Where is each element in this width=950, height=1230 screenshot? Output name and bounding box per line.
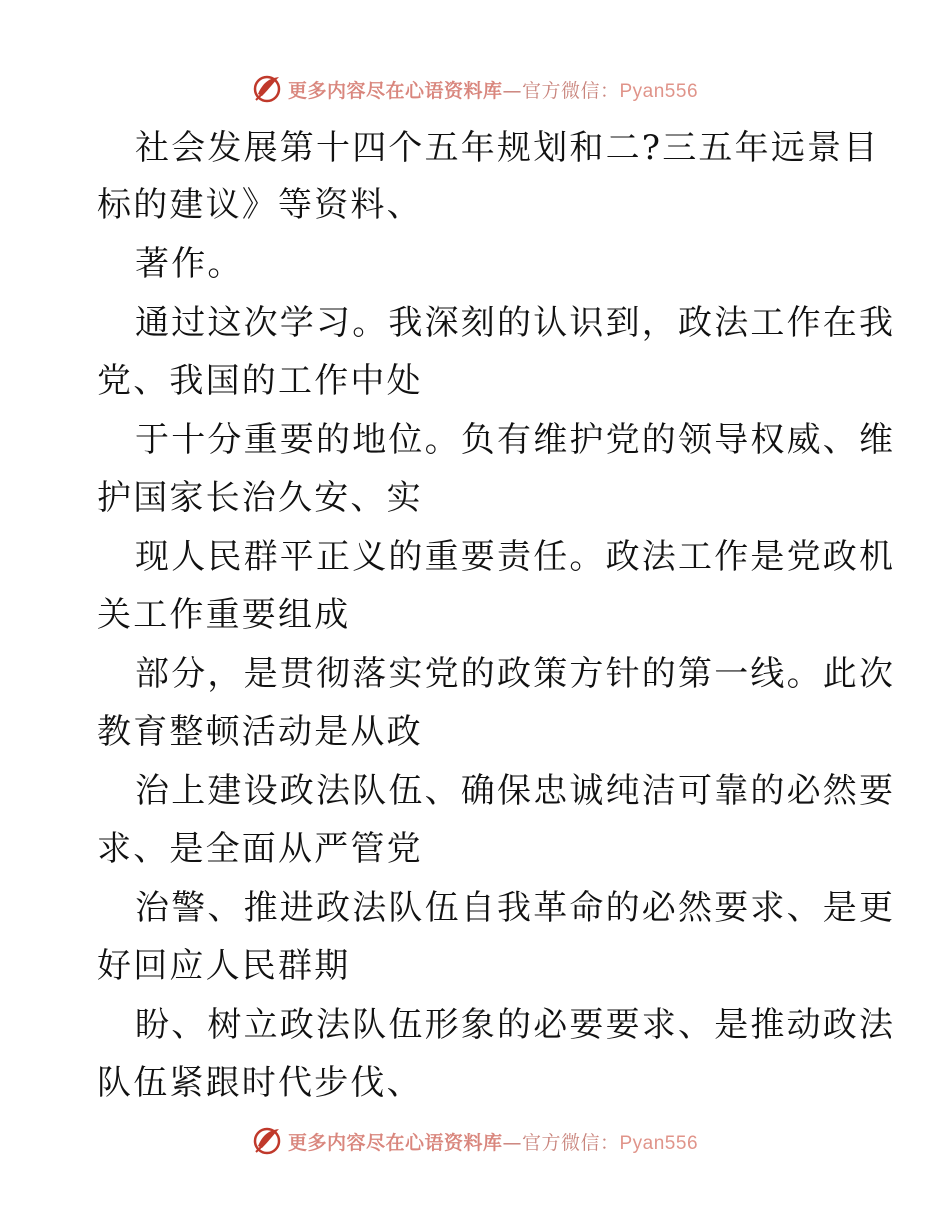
watermark-wechat-id: Pyan556	[619, 80, 699, 102]
paragraph-line: 教育整顿活动是从政	[97, 712, 423, 752]
quill-logo-icon	[252, 74, 282, 104]
watermark-dash: —	[502, 1131, 522, 1154]
footer-watermark	[0, 1124, 950, 1158]
watermark-wechat-id: Pyan556	[619, 1132, 699, 1154]
paragraph-line: 求、是全面从严管党	[97, 829, 423, 869]
paragraph-line: 著作。	[135, 244, 244, 284]
quill-logo-icon	[252, 1126, 282, 1156]
watermark-main-text: 更多内容尽在心语资料库	[287, 79, 503, 102]
paragraph-line: 治上建设政法队伍、确保忠诚纯洁可靠的必然要	[135, 771, 896, 811]
paragraph-line: 党、我国的工作中处	[97, 361, 423, 401]
watermark-wechat-label: 官方微信：	[521, 1131, 620, 1154]
paragraph-line: 通过这次学习。我深刻的认识到，政法工作在我	[135, 303, 896, 343]
paragraph-line: 好回应人民群期	[97, 946, 351, 986]
paragraph-line: 标的建议》等资料、	[97, 185, 423, 225]
paragraph-line: 于十分重要的地位。负有维护党的领导权威、维	[135, 420, 896, 460]
paragraph-line: 部分，是贯彻落实党的政策方针的第一线。此次	[135, 654, 896, 694]
paragraph-line: 关工作重要组成	[97, 595, 351, 635]
paragraph-line: 护国家长治久安、实	[97, 478, 423, 518]
watermark-wechat-label: 官方微信：	[521, 79, 620, 102]
paragraph-line: 队伍紧跟时代步伐、	[97, 1063, 423, 1103]
watermark-main-text: 更多内容尽在心语资料库	[287, 1131, 503, 1154]
paragraph-line: 现人民群平正义的重要责任。政法工作是党政机	[135, 537, 896, 577]
paragraph-line: 社会发展第十四个五年规划和二?三五年远景目	[135, 128, 880, 168]
paragraph-line: 治警、推进政法队伍自我革命的必然要求、是更	[135, 888, 896, 928]
watermark-dash: —	[502, 79, 522, 102]
header-watermark	[0, 72, 950, 106]
paragraph-line: 盼、树立政法队伍形象的必要要求、是推动政法	[135, 1005, 896, 1045]
